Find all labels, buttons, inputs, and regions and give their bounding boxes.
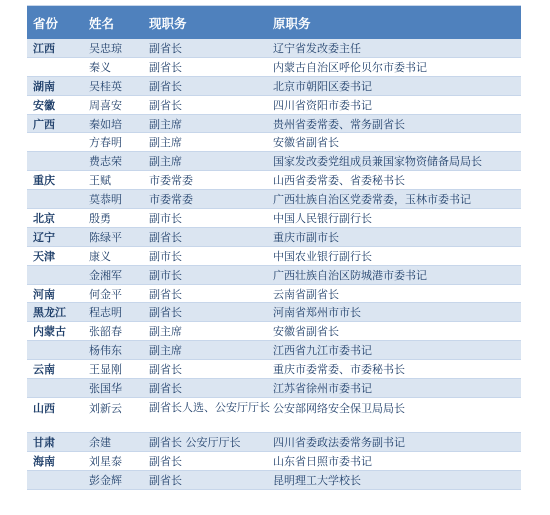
row-previous-position: 国家发改委党组成员兼国家物资储备局局长 <box>273 155 482 169</box>
row-name: 康义 <box>89 249 111 263</box>
row-name: 何金平 <box>89 287 122 301</box>
row-name: 秦如培 <box>89 117 122 131</box>
row-name: 莫恭明 <box>89 193 122 207</box>
row-current-position: 副市长 <box>149 211 182 225</box>
row-name: 周喜安 <box>89 98 122 112</box>
row-current-position: 副市长 <box>149 249 182 263</box>
table-row <box>27 471 521 490</box>
row-name: 殷勇 <box>89 211 111 225</box>
row-current-position: 副主席 <box>149 325 182 339</box>
row-previous-position: 云南省副省长 <box>273 287 339 301</box>
row-name: 杨伟东 <box>89 344 122 358</box>
row-current-position: 副省长 <box>149 230 182 244</box>
row-current-position: 副省长 <box>149 454 182 468</box>
row-current-position: 副市长 <box>149 268 182 282</box>
table-row <box>27 247 521 266</box>
row-name: 秦义 <box>89 60 111 74</box>
row-previous-position: 中国农业银行副行长 <box>273 249 372 263</box>
table-row <box>27 58 521 77</box>
row-current-position: 副省长 <box>149 363 182 377</box>
row-name: 彭金辉 <box>89 473 122 487</box>
row-name: 方春明 <box>89 136 122 150</box>
row-name: 张韶春 <box>89 325 122 339</box>
table-row <box>27 452 521 471</box>
table-row <box>27 77 521 96</box>
row-province: 广西 <box>33 117 55 131</box>
row-current-position: 副省长人选、公安厅厅长 <box>149 400 270 414</box>
row-previous-position: 重庆市副市长 <box>273 230 339 244</box>
table-row <box>27 322 521 341</box>
row-province: 内蒙古 <box>33 325 66 339</box>
row-previous-position: 辽宁省发改委主任 <box>273 41 361 55</box>
table-row <box>27 133 521 152</box>
row-name: 王显刚 <box>89 363 122 377</box>
table-row <box>27 360 521 379</box>
row-previous-position: 江苏省徐州市委书记 <box>273 381 372 395</box>
row-name: 刘星泰 <box>89 454 122 468</box>
row-province: 海南 <box>33 454 55 468</box>
table-row <box>27 398 521 433</box>
row-province: 甘肃 <box>33 435 55 449</box>
table-row <box>27 303 521 322</box>
table-row <box>27 39 521 58</box>
row-previous-position: 中国人民银行副行长 <box>273 211 372 225</box>
row-province: 安徽 <box>33 98 55 112</box>
row-name: 程志明 <box>89 306 122 320</box>
row-province: 山西 <box>33 401 55 415</box>
row-current-position: 副主席 <box>149 155 182 169</box>
header-province: 省份 <box>33 15 59 31</box>
row-current-position: 副省长 <box>149 98 182 112</box>
row-name: 吴桂英 <box>89 79 122 93</box>
row-current-position: 副省长 <box>149 473 182 487</box>
row-current-position: 市委常委 <box>149 193 193 207</box>
row-current-position: 副省长 <box>149 306 182 320</box>
row-name: 余建 <box>89 435 111 449</box>
row-current-position: 副省长 <box>149 60 182 74</box>
table-row <box>27 433 521 452</box>
row-previous-position: 江西省九江市委书记 <box>273 344 372 358</box>
header-current-position: 现职务 <box>149 15 187 31</box>
row-current-position: 副省长 <box>149 381 182 395</box>
row-name: 费志荣 <box>89 155 122 169</box>
row-current-position: 副省长 <box>149 287 182 301</box>
row-province: 湖南 <box>33 79 55 93</box>
row-previous-position: 广西壮族自治区防城港市委书记 <box>273 268 427 282</box>
row-province: 重庆 <box>33 174 55 188</box>
table-row <box>27 152 521 171</box>
row-name: 张国华 <box>89 381 122 395</box>
table-header <box>27 6 521 39</box>
row-previous-position: 贵州省委常委、常务副省长 <box>273 117 405 131</box>
row-current-position: 副省长 <box>149 79 182 93</box>
table-row <box>27 379 521 398</box>
row-province: 河南 <box>33 287 55 301</box>
row-current-position: 副省长 公安厅厅长 <box>149 435 241 449</box>
table-row <box>27 115 521 134</box>
row-province: 江西 <box>33 41 55 55</box>
row-previous-position: 山西省委常委、省委秘书长 <box>273 174 405 188</box>
row-province: 黑龙江 <box>33 306 66 320</box>
row-previous-position: 公安部网络安全保卫局局长 <box>273 401 405 415</box>
row-current-position: 副主席 <box>149 117 182 131</box>
officials-table <box>27 5 521 490</box>
row-current-position: 市委常委 <box>149 174 193 188</box>
row-previous-position: 昆明理工大学校长 <box>273 473 361 487</box>
row-previous-position: 山东省日照市委书记 <box>273 454 372 468</box>
row-previous-position: 河南省郑州市市长 <box>273 306 361 320</box>
header-previous-position: 原职务 <box>273 15 311 31</box>
table-row <box>27 96 521 115</box>
row-previous-position: 四川省资阳市委书记 <box>273 98 372 112</box>
row-current-position: 副主席 <box>149 136 182 150</box>
row-current-position: 副省长 <box>149 41 182 55</box>
row-current-position: 副主席 <box>149 344 182 358</box>
table-row <box>27 285 521 304</box>
row-previous-position: 北京市朝阳区委书记 <box>273 79 372 93</box>
header-name: 姓名 <box>89 15 115 31</box>
row-previous-position: 安徽省副省长 <box>273 325 339 339</box>
row-province: 天津 <box>33 249 55 263</box>
row-name: 吴忠琼 <box>89 41 122 55</box>
table-row <box>27 209 521 228</box>
row-previous-position: 安徽省副省长 <box>273 136 339 150</box>
table-row <box>27 341 521 360</box>
row-previous-position: 内蒙古自治区呼伦贝尔市委书记 <box>273 60 427 74</box>
row-province: 北京 <box>33 211 55 225</box>
row-name: 刘新云 <box>89 401 122 415</box>
row-name: 陈绿平 <box>89 230 122 244</box>
table-row <box>27 171 521 190</box>
row-previous-position: 广西壮族自治区党委常委，玉林市委书记 <box>273 193 471 207</box>
table-body <box>27 39 521 490</box>
table-row <box>27 266 521 285</box>
row-province: 辽宁 <box>33 230 55 244</box>
row-previous-position: 重庆市委常委、市委秘书长 <box>273 363 405 377</box>
table-row <box>27 190 521 209</box>
row-province: 云南 <box>33 363 55 377</box>
table-row <box>27 228 521 247</box>
row-name: 王赋 <box>89 174 111 188</box>
row-name: 金湘军 <box>89 268 122 282</box>
row-previous-position: 四川省委政法委常务副书记 <box>273 435 405 449</box>
